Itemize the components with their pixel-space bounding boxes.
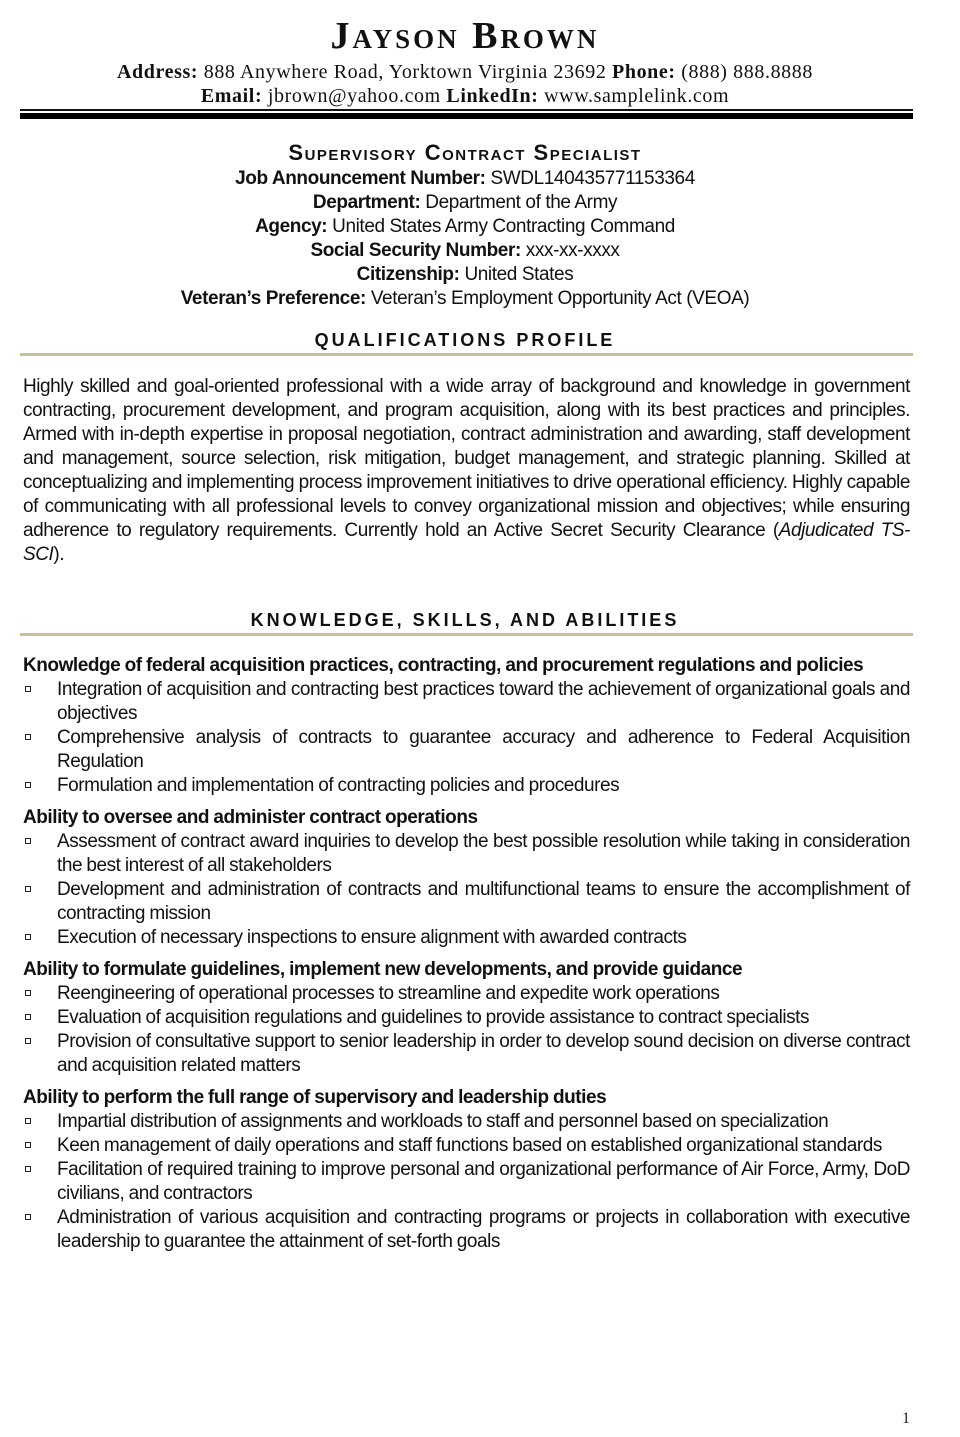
list-item — [23, 1110, 910, 1134]
square-bullet-icon — [25, 990, 31, 996]
phone-label: Phone: — [612, 61, 676, 83]
field-label: Department: — [312, 192, 421, 213]
field-label: Veteran’s Preference: — [180, 288, 366, 309]
header-divider-thin — [20, 109, 913, 111]
field-label: Agency: — [255, 216, 328, 237]
contact-line-2 — [0, 84, 930, 108]
field-label: Citizenship: — [356, 264, 460, 285]
list-item-text: Reengineering of operational processes to streamline and expedite work operations — [57, 983, 720, 1004]
ksa-heading: Ability to formulate guidelines, implement new developments, and provide guidance — [23, 959, 743, 980]
job-field-ssn — [0, 239, 930, 263]
list-item — [23, 1030, 910, 1078]
candidate-name: Jayson Brown — [330, 15, 600, 57]
section-title-qualifications: QUALIFICATIONS PROFILE — [314, 330, 616, 350]
summary-text: Highly skilled and goal-oriented professional with a wide array of background and knowledge in government contracting, procurement development, and program acquisition, along with its best practices and principles. Armed with in-depth expertise in proposal negotiation, contract administration and awarding, staff development and management, source selection, risk mitigation, budget management, and strategic planning. Skilled at conceptualizing and implementing process improvement initiatives to drive operational efficiency. Highly capable of communicating with all professional levels to convey organizational mission and objectives; while ensuring adherence to regulatory requirements. Currently hold an Active Secret Security Clearance ( — [23, 376, 910, 541]
list-item-text: Development and administration of contracts and multifunctional teams to ensure the accomplishment of contracting mission — [57, 879, 910, 924]
field-value: SWDL140435771153364 — [490, 168, 695, 189]
list-item — [23, 1206, 910, 1254]
linkedin-value[interactable]: www.samplelink.com — [544, 85, 730, 107]
list-item-text: Evaluation of acquisition regulations and guidelines to provide assistance to contract specialists — [57, 1007, 810, 1028]
list-item-text: Comprehensive analysis of contracts to guarantee accuracy and adherence to Federal Acquisition Regulation — [57, 727, 910, 772]
ksa-group — [23, 806, 910, 950]
section-divider — [20, 633, 913, 636]
email-value[interactable]: jbrown@yahoo.com — [267, 85, 441, 107]
list-item-text: Formulation and implementation of contracting policies and procedures — [57, 775, 620, 796]
list-item — [23, 878, 910, 926]
page-number: 1 — [902, 1410, 910, 1427]
job-field-citizenship — [0, 263, 930, 287]
field-value: Department of the Army — [425, 192, 618, 213]
qualifications-summary — [23, 375, 910, 567]
list-item — [23, 678, 910, 726]
job-field-agency — [0, 215, 930, 239]
field-label: Social Security Number: — [310, 240, 521, 261]
email-label: Email: — [200, 85, 263, 107]
ksa-heading: Ability to perform the full range of supervisory and leadership duties — [23, 1087, 607, 1108]
clearance-level: Adjudicated TS-SCI — [23, 520, 910, 565]
square-bullet-icon — [25, 1038, 31, 1044]
field-value: United States Army Contracting Command — [332, 216, 675, 237]
job-field-announcement — [0, 167, 930, 191]
square-bullet-icon — [25, 886, 31, 892]
list-item — [23, 1158, 910, 1206]
job-title: Supervisory Contract Specialist — [288, 140, 642, 165]
square-bullet-icon — [25, 1142, 31, 1148]
ksa-group — [23, 1086, 910, 1254]
square-bullet-icon — [25, 686, 31, 692]
field-label: Job Announcement Number: — [235, 168, 486, 189]
contact-line-1 — [0, 60, 930, 84]
list-item — [23, 926, 910, 950]
list-item — [23, 830, 910, 878]
list-item-text: Execution of necessary inspections to ensure alignment with awarded contracts — [57, 927, 687, 948]
list-item — [23, 726, 910, 774]
list-item — [23, 982, 910, 1006]
square-bullet-icon — [25, 734, 31, 740]
square-bullet-icon — [25, 1214, 31, 1220]
list-item-text: Provision of consultative support to senior leadership in order to develop sound decision on diverse contract and acquisition related matters — [57, 1031, 910, 1076]
list-item-text: Assessment of contract award inquiries to develop the best possible resolution while taking in consideration the best interest of all stakeholders — [57, 831, 910, 876]
square-bullet-icon — [25, 782, 31, 788]
field-value: xxx-xx-xxxx — [525, 240, 620, 261]
list-item-text: Impartial distribution of assignments and workloads to staff and personnel based on specialization — [57, 1111, 829, 1132]
ksa-heading: Ability to oversee and administer contract operations — [23, 807, 478, 828]
job-field-veterans-preference — [0, 287, 930, 311]
list-item-text: Administration of various acquisition and contracting programs or projects in collaboration with executive leadership to guarantee the attainment of set-forth goals — [57, 1207, 910, 1252]
list-item-text: Integration of acquisition and contracting best practices toward the achievement of organizational goals and objectives — [57, 679, 910, 724]
address-value: 888 Anywhere Road, Yorktown Virginia 23692 — [203, 61, 607, 83]
field-value: Veteran’s Employment Opportunity Act (VEOA) — [370, 288, 750, 309]
ksa-heading: Knowledge of federal acquisition practices, contracting, and procurement regulations and policies — [23, 655, 864, 676]
list-item — [23, 1134, 910, 1158]
section-title-ksa: KNOWLEDGE, SKILLS, AND ABILITIES — [250, 610, 680, 630]
section-divider — [20, 353, 913, 356]
address-label: Address: — [117, 61, 199, 83]
square-bullet-icon — [25, 1118, 31, 1124]
list-item — [23, 774, 910, 798]
ksa-group — [23, 654, 910, 798]
phone-value: (888) 888.8888 — [681, 61, 813, 83]
field-value: United States — [464, 264, 574, 285]
list-item-text: Keen management of daily operations and staff functions based on established organizational standards — [57, 1135, 882, 1156]
list-item — [23, 1006, 910, 1030]
summary-text-end: ). — [53, 544, 65, 565]
linkedin-label: LinkedIn: — [446, 85, 539, 107]
ksa-list — [23, 654, 910, 1262]
square-bullet-icon — [25, 1014, 31, 1020]
job-field-department — [0, 191, 930, 215]
header-divider-thick — [20, 113, 913, 119]
square-bullet-icon — [25, 838, 31, 844]
list-item-text: Facilitation of required training to improve personal and organizational performance of Air Force, Army, DoD civilians, and contractors — [57, 1159, 910, 1204]
square-bullet-icon — [25, 1166, 31, 1172]
square-bullet-icon — [25, 934, 31, 940]
ksa-group — [23, 958, 910, 1078]
